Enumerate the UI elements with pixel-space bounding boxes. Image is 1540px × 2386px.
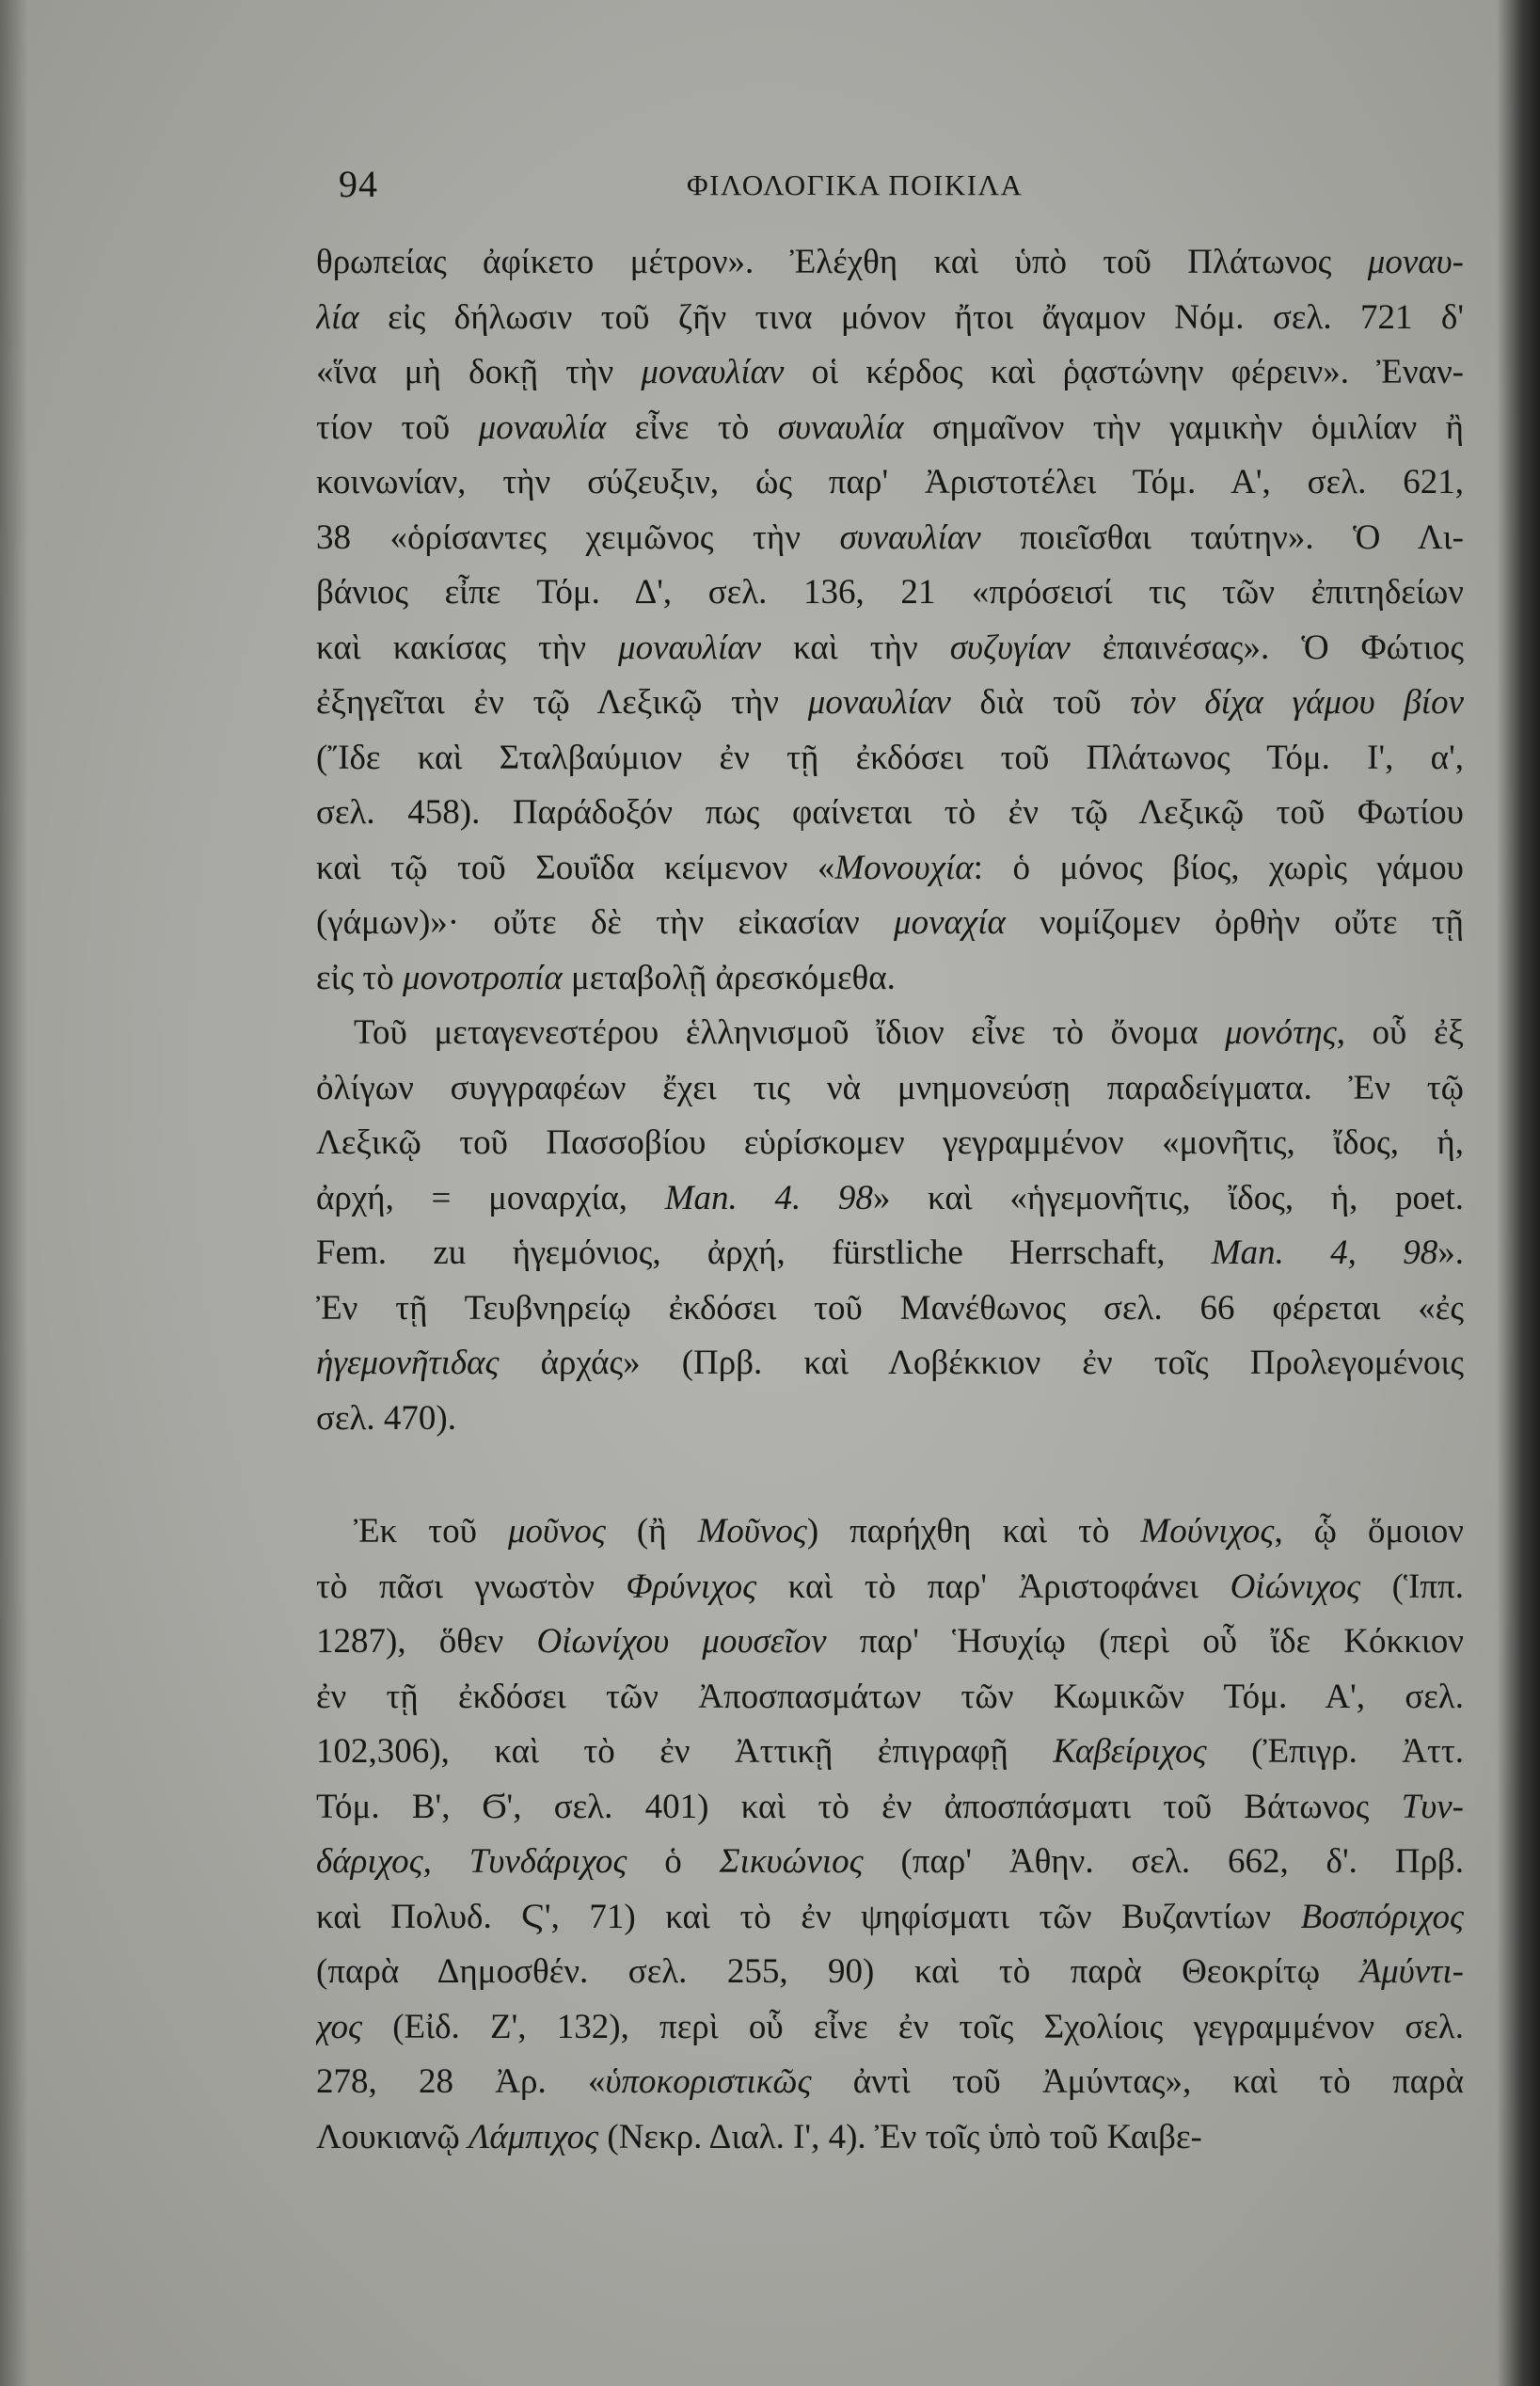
- italic-term: μοναυλίαν: [641, 353, 785, 391]
- text-line: [316, 1116, 1464, 1171]
- page-number: 94: [339, 163, 378, 205]
- italic-term: μοναχία: [894, 903, 1006, 942]
- italic-term: Φρύνιχος: [626, 1567, 757, 1606]
- text-line: [316, 1171, 1464, 1227]
- italic-term: συναυλίαν: [839, 517, 981, 557]
- text-run: Ἐκ τοῦ: [354, 1512, 508, 1551]
- text-line: [316, 511, 1464, 566]
- italic-term: συζυγίαν: [949, 628, 1071, 667]
- text-run: (Ἴδε καὶ Σταλβαύμιον ἐν τῇ ἐκδόσει τοῦ Πλάτωνος Τόμ. Ι', α',: [316, 738, 1464, 777]
- text-run: ».: [1437, 1233, 1464, 1272]
- text-run: σημαῖνον τὴν γαμικὴν ὁμιλίαν ἢ: [903, 407, 1464, 447]
- text-run: 38 «ὁρίσαντες χειμῶνος τὴν: [316, 517, 840, 557]
- italic-term: χος: [316, 2007, 363, 2046]
- italic-term: Λάμπιχος: [468, 2117, 599, 2156]
- text-run: θρωπείας ἀφίκετο μέτρον». Ἐλέχθη καὶ ὑπὸ τοῦ Πλάτωνος: [316, 243, 1368, 281]
- text-run: καὶ κακίσας τὴν: [316, 628, 619, 667]
- text-line: [316, 896, 1464, 951]
- text-run: καὶ τῷ τοῦ Σουΐδα κείμενον «: [316, 848, 835, 887]
- italic-term: Man. 4. 98: [664, 1178, 873, 1217]
- text-run: (παρ' Ἀθην. σελ. 662, δ'. Πρβ.: [863, 1842, 1464, 1881]
- italic-term: ὑποκοριστικῶς: [605, 2062, 812, 2101]
- italic-term: συναυλία: [777, 407, 904, 447]
- text-line: [316, 1945, 1464, 2000]
- text-line: [316, 1504, 1464, 1560]
- text-run: «ἵνα μὴ δοκῇ τὴν: [316, 353, 642, 391]
- paragraph-gap: [316, 1446, 1464, 1504]
- italic-term: Οἰώνιχος: [1230, 1567, 1361, 1606]
- paragraph: [316, 1006, 1464, 1446]
- text-run: (ἢ: [605, 1512, 698, 1551]
- text-run: (παρὰ Δημοσθέν. σελ. 255, 90) καὶ τὸ παρὰ Θεοκρίτῳ: [316, 1952, 1360, 1991]
- text-line: [316, 455, 1464, 511]
- text-line: [316, 676, 1464, 731]
- text-line: [316, 291, 1464, 346]
- text-run: βάνιος εἶπε Τόμ. Δ', σελ. 136, 21 «πρόσεισί τις τῶν ἐπιτηδείων: [316, 573, 1464, 612]
- text-line: [316, 1780, 1464, 1836]
- text-run: κοινωνίαν, τὴν σύζευξιν, ὡς παρ' Ἀριστοτέλει Τόμ. Α', σελ. 621,: [316, 463, 1464, 501]
- text-line: [316, 1392, 1464, 1447]
- text-run: σελ. 470).: [316, 1398, 456, 1438]
- text-line: [316, 1560, 1464, 1615]
- text-run: τὸ πᾶσι γνωστὸν: [316, 1567, 627, 1606]
- text-run: ποιεῖσθαι ταύτην». Ὁ Λι-: [980, 517, 1464, 557]
- text-run: σελ. 458). Παράδοξόν πως φαίνεται τὸ ἐν τῷ Λεξικῷ τοῦ Φωτίου: [316, 793, 1464, 832]
- text-run: Τοῦ μεταγενεστέρου ἑλληνισμοῦ ἴδιον εἶνε τὸ ὄνομα: [354, 1013, 1226, 1052]
- text-run: νομίζομεν ὀρθὴν οὔτε τῇ: [1005, 903, 1464, 942]
- italic-term: μοναυλία: [478, 407, 607, 447]
- text-line: [316, 1336, 1464, 1392]
- text-line: [316, 731, 1464, 787]
- text-run: ὁ: [627, 1842, 720, 1881]
- running-title: ΦΙΛΟΛΟΓΙΚΑ ΠΟΙΚΙΛΑ: [687, 168, 1024, 201]
- text-line: [316, 1281, 1464, 1337]
- italic-term: Βοσπόριχος: [1300, 1897, 1464, 1936]
- text-line: [316, 2055, 1464, 2110]
- text-run: εἰς τὸ: [316, 958, 404, 997]
- text-run: ἐν τῇ ἐκδόσει τῶν Ἀποσπασμάτων τῶν Κωμικῶν Τόμ. Α', σελ.: [316, 1677, 1464, 1716]
- text-line: [316, 345, 1464, 401]
- text-run: ἐπαινέσας». Ὁ Φώτιος: [1070, 628, 1464, 667]
- page-right-edge: [1497, 0, 1540, 2386]
- page-header: [339, 158, 1458, 211]
- italic-term: Σικυώνιος: [719, 1842, 864, 1881]
- text-run: 1287), ὅθεν: [316, 1622, 537, 1661]
- italic-term: Ἀμύντι-: [1359, 1952, 1464, 1991]
- italic-term: μοῦνος: [507, 1512, 606, 1551]
- text-run: Λουκιανῷ: [316, 2117, 468, 2156]
- text-line: [316, 1670, 1464, 1726]
- text-run: 102,306), καὶ τὸ ἐν Ἀττικῇ ἐπιγραφῇ: [316, 1732, 1054, 1771]
- italic-term: μονότης: [1225, 1013, 1337, 1052]
- text-line: [316, 621, 1464, 676]
- text-line: [316, 1226, 1464, 1281]
- text-line: [316, 841, 1464, 897]
- paragraph: [316, 235, 1464, 1006]
- text-run: (Εἰδ. Ζ', 132), περὶ οὗ εἶνε ἐν τοῖς Σχολίοις γεγραμμένον σελ.: [362, 2007, 1464, 2046]
- italic-term: μοναυλίαν: [807, 683, 951, 722]
- page-left-shadow: [0, 0, 28, 2386]
- text-run: καὶ Πολυδ. Ϛ', 71) καὶ τὸ ἐν ψηφίσματι τῶν Βυζαντίων: [316, 1897, 1301, 1936]
- text-run: οἱ κέρδος καὶ ῥᾳστώνην φέρειν». Ἐναν-: [784, 353, 1464, 391]
- text-run: ὀλίγων συγγραφέων ἔχει τις νὰ μνημονεύσῃ παραδείγματα. Ἐν τῷ: [316, 1068, 1464, 1107]
- text-run: καὶ τὸ παρ' Ἀριστοφάνει: [756, 1567, 1230, 1606]
- text-run: 278, 28 Ἀρ. «: [316, 2062, 606, 2101]
- text-line: [316, 1061, 1464, 1117]
- text-run: Ἐν τῇ Τευβνηρείῳ ἐκδόσει τοῦ Μανέθωνος σελ. 66 φέρεται «ἐς: [316, 1288, 1464, 1328]
- text-line: [316, 951, 1464, 1007]
- italic-term: ἡγεμονῆτιδας: [316, 1344, 500, 1382]
- text-line: [316, 1006, 1464, 1061]
- italic-term: Οἰωνίχου μουσεῖον: [536, 1622, 827, 1661]
- italic-term: δάριχος, Τυνδάριχος: [316, 1842, 627, 1881]
- text-line: [316, 1615, 1464, 1670]
- text-line: [316, 1835, 1464, 1890]
- text-run: διὰ τοῦ: [950, 683, 1131, 722]
- text-run: (Ἐπιγρ. Ἀττ.: [1206, 1732, 1464, 1771]
- italic-term: μονοτροπία: [403, 958, 563, 997]
- text-run: ἀντὶ τοῦ Ἀμύντας», καὶ τὸ παρὰ: [811, 2062, 1464, 2101]
- italic-term: Man. 4, 98: [1211, 1233, 1438, 1272]
- text-line: [316, 786, 1464, 841]
- text-run: (Ἱππ.: [1360, 1567, 1464, 1606]
- text-run: ἀρχάς» (Πρβ. καὶ Λοβέκκιον ἐν τοῖς Προλεγομένοις: [499, 1344, 1464, 1382]
- text-line: [316, 2110, 1464, 2166]
- text-run: εἶνε τὸ: [606, 407, 778, 447]
- italic-term: Μονουχία: [834, 848, 974, 887]
- text-run: παρ' Ἡσυχίῳ (περὶ οὗ ἴδε Κόκκιον: [826, 1622, 1464, 1661]
- text-line: [316, 401, 1464, 456]
- italic-term: μοναυλίαν: [618, 628, 762, 667]
- text-line: [316, 1725, 1464, 1780]
- text-run: μεταβολῇ ἀρεσκόμεθα.: [562, 958, 896, 997]
- text-run: Fem. zu ἡγεμόνιος, ἀρχή, fürstliche Herrschaft,: [316, 1233, 1212, 1272]
- text-run: » καὶ «ἡγεμονῆτις, ἴδος, ἡ, poet.: [872, 1178, 1464, 1217]
- text-line: [316, 2000, 1464, 2056]
- text-line: [316, 565, 1464, 621]
- body-text: [316, 235, 1464, 2165]
- italic-term: Καβείριχος: [1053, 1732, 1207, 1771]
- text-run: τίον τοῦ: [316, 407, 479, 447]
- text-run: (Νεκρ. Διαλ. Ι', 4). Ἐν τοῖς ὑπὸ τοῦ Καιβε-: [598, 2117, 1202, 2156]
- italic-term: Μούνιχος: [1140, 1512, 1275, 1551]
- text-run: Λεξικῷ τοῦ Πασσοβίου εὑρίσκομεν γεγραμμένον «μονῆτις, ἴδος, ἡ,: [316, 1123, 1464, 1162]
- text-line: [316, 1890, 1464, 1946]
- text-run: ἐξηγεῖται ἐν τῷ Λεξικῷ τὴν: [316, 683, 808, 722]
- italic-term: τὸν δίχα γάμου βίον: [1130, 683, 1464, 722]
- italic-term: Τυν-: [1401, 1787, 1464, 1826]
- text-line: [316, 235, 1464, 291]
- text-run: : ὁ μόνος βίος, χωρὶς γάμου: [973, 848, 1464, 887]
- text-run: ) παρήχθη καὶ τὸ: [806, 1512, 1141, 1551]
- italic-term: μοναυ-: [1367, 243, 1464, 281]
- text-run: Τόμ. Β', Ϭ', σελ. 401) καὶ τὸ ἐν ἀποσπάσματι τοῦ Βάτωνος: [316, 1787, 1402, 1826]
- text-run: , ᾧ ὅμοιον: [1274, 1512, 1464, 1551]
- text-run: καὶ τὴν: [761, 628, 950, 667]
- paragraph: [316, 1504, 1464, 2165]
- text-run: ἀρχή, = μοναρχία,: [316, 1178, 665, 1217]
- text-run: (γάμων)»· οὔτε δὲ τὴν εἰκασίαν: [316, 903, 895, 942]
- italic-term: Μοῦνος: [697, 1512, 807, 1551]
- italic-term: λία: [316, 297, 359, 337]
- text-run: εἰς δήλωσιν τοῦ ζῆν τινα μόνον ἤτοι ἄγαμον Νόμ. σελ. 721 δ': [358, 297, 1464, 337]
- text-run: , οὗ ἐξ: [1336, 1013, 1464, 1052]
